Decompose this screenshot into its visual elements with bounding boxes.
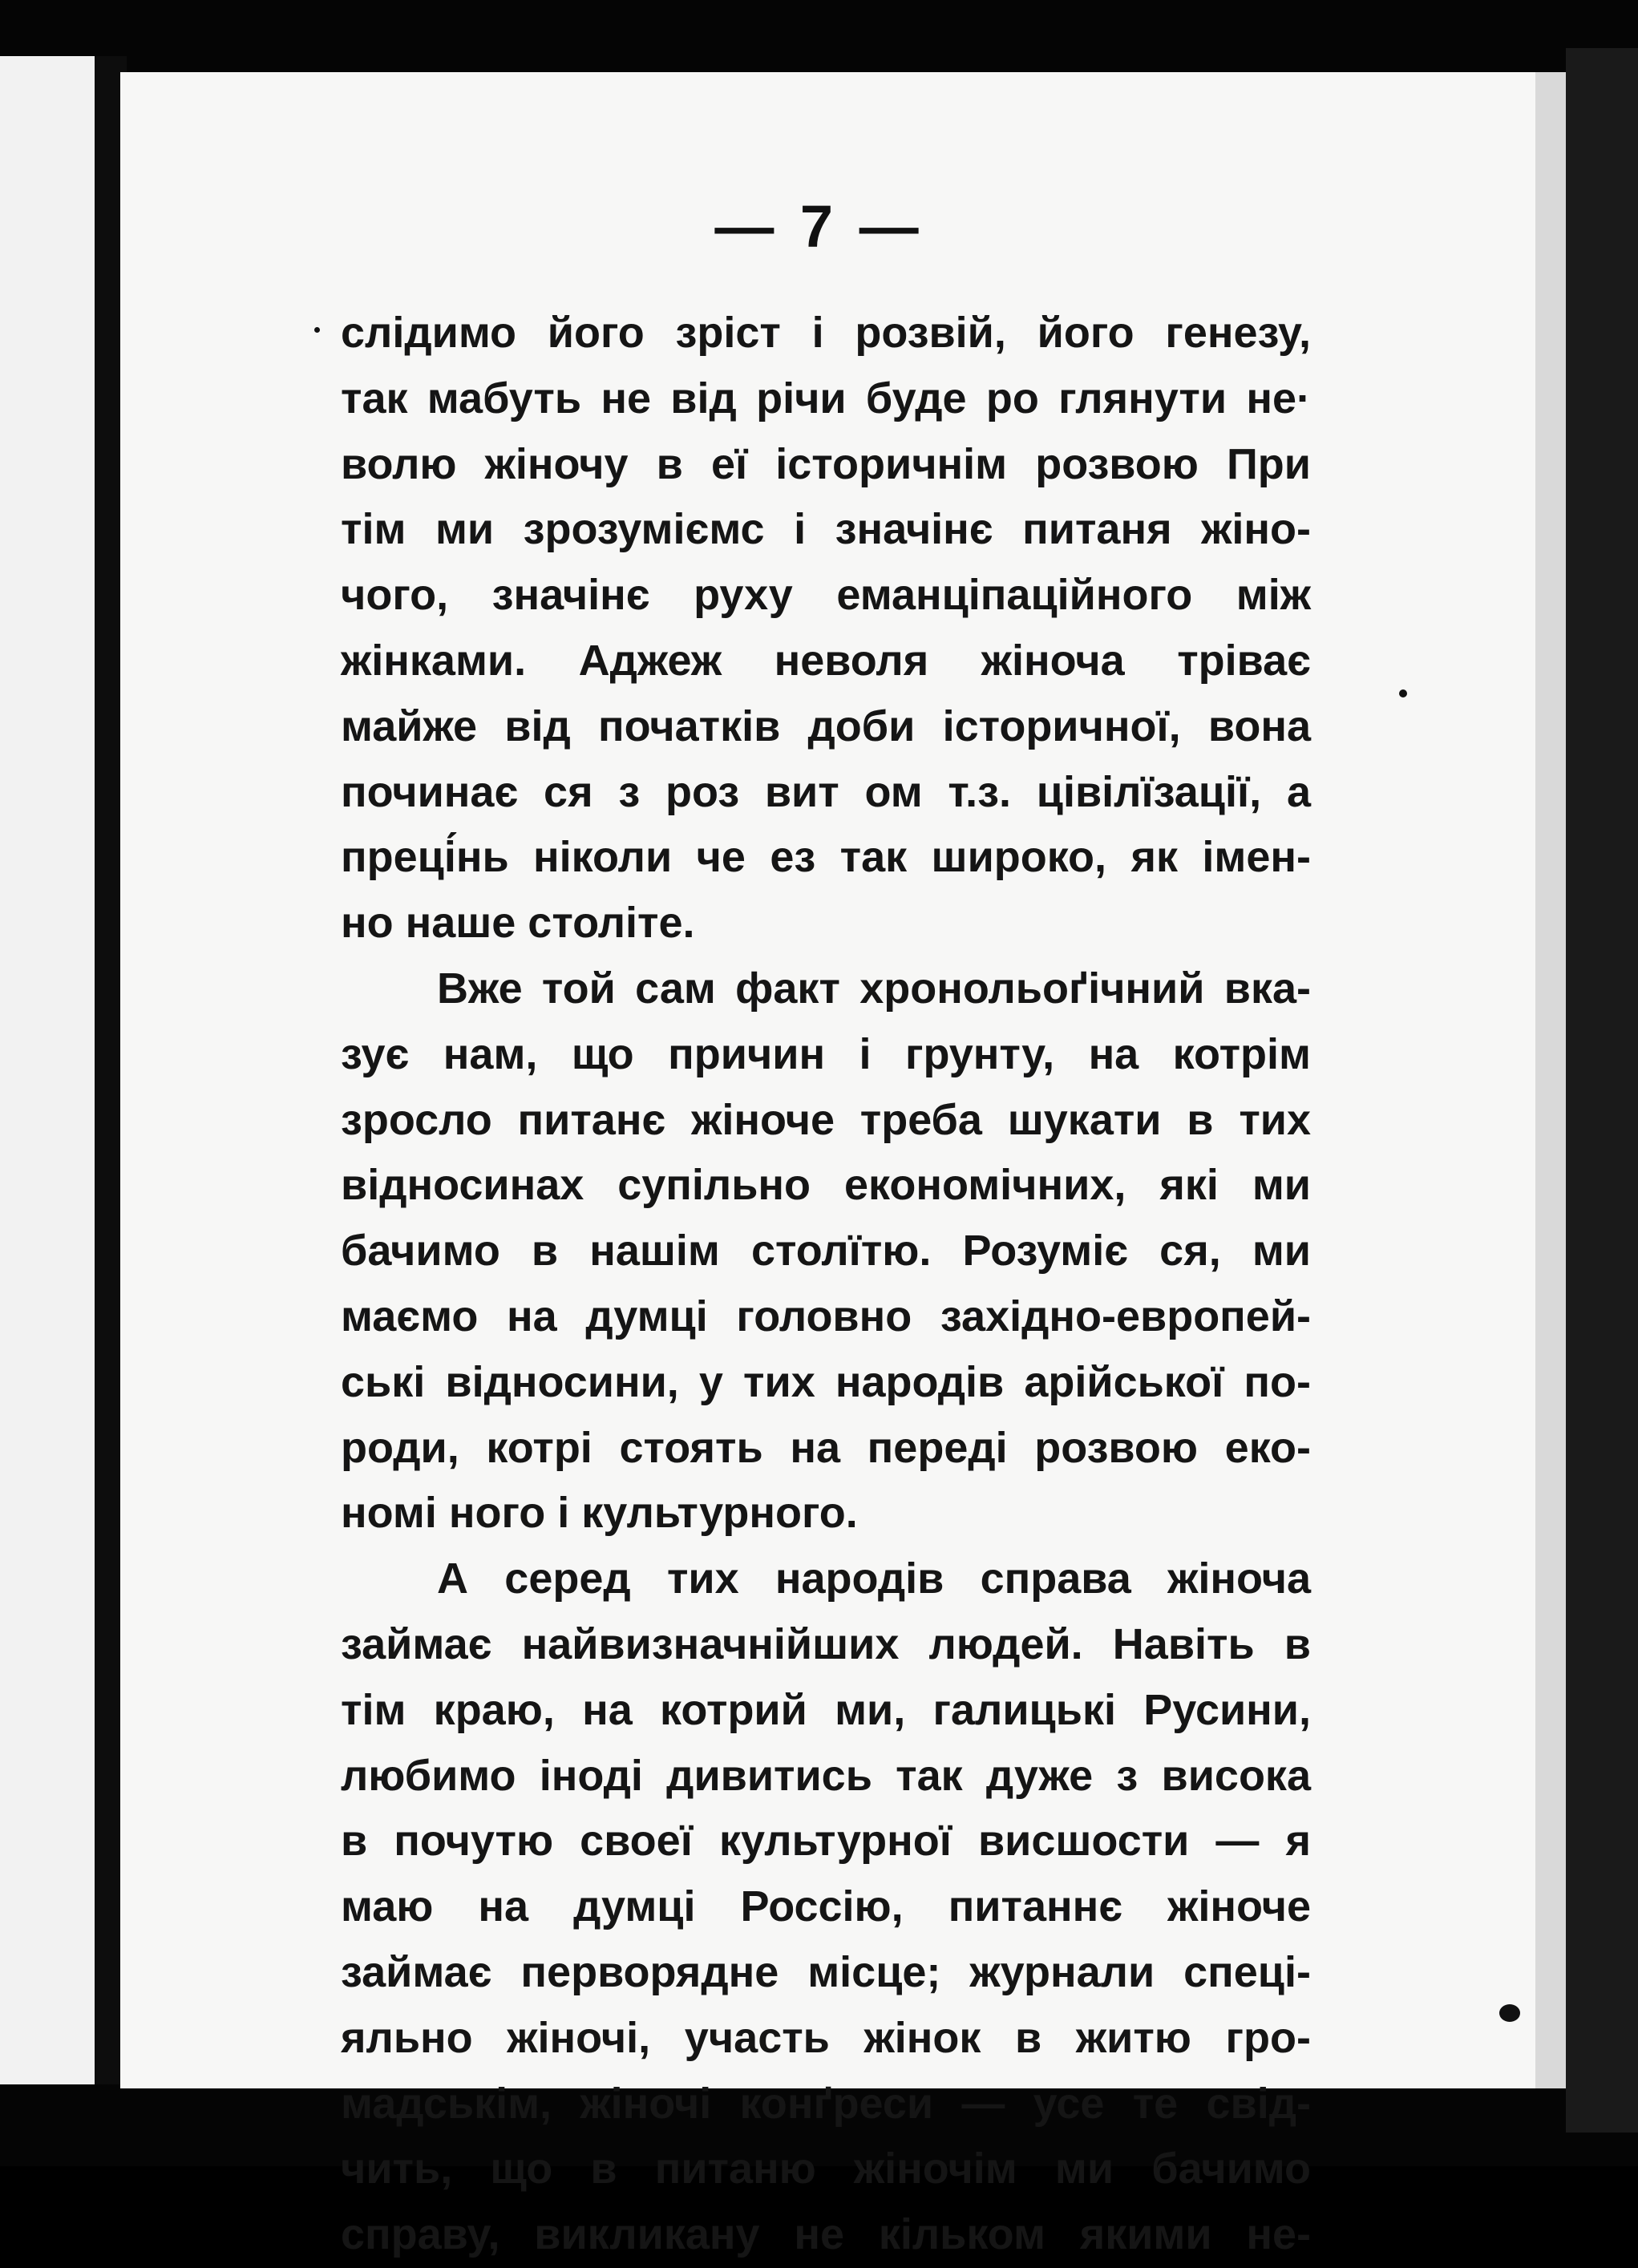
text-line: зросло питанє жіноче треба шукати в тих	[341, 1095, 1311, 1144]
text-line: зує нам, що причин і грунту, на котрім	[341, 1029, 1311, 1078]
page-right-edge	[1535, 72, 1566, 2088]
text-line: номі ного і культурного.	[341, 1489, 858, 1538]
text-line: займає перворядне місце; журнали спеці-	[341, 1947, 1311, 1996]
scan-right-border	[1566, 48, 1638, 2133]
text-line: мадськім, жіночі конґреси — усе те свід-	[341, 2079, 1311, 2128]
text-line: бачимо в нашім столїтю. Розуміє ся, ми	[341, 1227, 1311, 1275]
paragraph-3	[341, 1546, 1311, 2268]
text-line: жінками. Аджеж неволя жіноча тріває	[341, 636, 1311, 685]
text-line: преці́нь ніколи че ез так широко, як імен-	[341, 833, 1311, 882]
text-line: яльно жіночі, участь жінок в житю гро-	[341, 2013, 1311, 2062]
text-line: волю жіночу в еї історичнім розвою При	[341, 439, 1311, 488]
text-line: ські відносини, у тих народів арійської по-	[341, 1357, 1311, 1406]
text-line: роди, котрі стоять на переді розвою еко-	[341, 1423, 1311, 1472]
text-line: чить, що в питаню жіночім ми бачимо	[341, 2145, 1311, 2193]
scan-speck	[1399, 689, 1407, 697]
text-line: маю на думці Россію, питаннє жіноче	[341, 1882, 1311, 1931]
text-line: но наше століте.	[341, 899, 695, 948]
text-line: чого, значінє руху еманціпаційного між	[341, 571, 1311, 620]
paragraph-2	[341, 956, 1311, 1546]
text-line: майже від початків доби історичної, вона	[341, 701, 1311, 750]
text-line: А серед тих народів справа жіноча	[437, 1554, 1311, 1603]
text-line: тім ми зрозуміємс і значінє питаня жіно-	[341, 505, 1311, 554]
text-line: маємо на думці головно західно-европей-	[341, 1292, 1311, 1340]
scan-speck	[314, 327, 320, 333]
text-line: займає найвизначнійших людей. Навіть в	[341, 1619, 1311, 1668]
text-line: Вже той сам факт хронольоґічний вка-	[437, 964, 1311, 1013]
text-line: справу, викликану не кільком якими не-	[341, 2210, 1311, 2259]
text-line: в почутю своеї культурної висшости — я	[341, 1817, 1311, 1866]
paragraph-1	[341, 301, 1311, 956]
body-text	[341, 301, 1311, 2268]
text-line: починає ся з роз вит ом т.з. цівілїзації, а	[341, 767, 1311, 816]
page-number: — 7 —	[714, 193, 924, 260]
text-line: так мабуть не від річи буде ро глянути не·	[341, 374, 1311, 422]
text-line: тім краю, на котрий ми, галицькі Русини,	[341, 1685, 1311, 1734]
left-page-edge	[0, 56, 100, 2084]
text-line: слідимо його зріст і розвій, його генезу,	[341, 309, 1311, 357]
text-line: любимо іноді дивитись так дуже з висока	[341, 1751, 1311, 1800]
scan-speck	[1499, 2004, 1520, 2022]
text-line: відносинах супільно економічних, які ми	[341, 1161, 1311, 1210]
